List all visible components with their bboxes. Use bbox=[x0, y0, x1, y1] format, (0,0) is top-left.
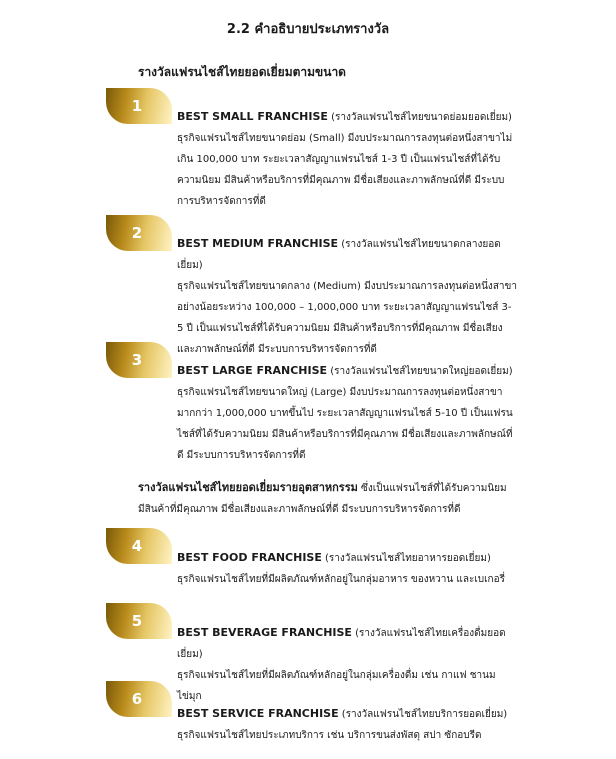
award-subtitle: (รางวัลแฟรนไชส์ไทยขนาดย่อมยอดเยี่ยม) bbox=[327, 112, 512, 123]
award-description: ธุรกิจแฟรนไชส์ไทยที่มีผลิตภัณฑ์หลักอยู่ในกลุ่มเครื่องดื่ม เช่น กาแฟ ชานมไข่มุก bbox=[177, 670, 496, 702]
award-item-large bbox=[177, 360, 517, 466]
award-description: ธุรกิจแฟรนไชส์ไทยที่มีผลิตภัณฑ์หลักอยู่ในกลุ่มอาหาร ของหวาน และเบเกอรี่ bbox=[177, 574, 505, 585]
award-subtitle: (รางวัลแฟรนไชส์ไทยขนาดใหญ่ยอดเยี่ยม) bbox=[327, 366, 513, 377]
industry-category-description: ซึ่งเป็นแฟรนไชส์ที่ได้รับความนิยม มีสินค้าที่มีคุณภาพ มีชื่อเสียงและภาพลักษณ์ที่ดี มีระบบการบริหารจัดการที่ดี bbox=[138, 483, 507, 515]
award-item-food bbox=[177, 547, 517, 590]
award-title: BEST MEDIUM FRANCHISE bbox=[177, 237, 339, 250]
award-number-badge bbox=[106, 528, 172, 564]
award-number-badge bbox=[106, 215, 172, 251]
award-item-small bbox=[177, 106, 517, 212]
award-description: ธุรกิจแฟรนไชส์ไทยประเภทบริการ เช่น บริการขนส่งพัสดุ สปา ซักอบรีด bbox=[177, 730, 482, 741]
size-category-heading: รางวัลแฟรนไชส์ไทยยอดเยี่ยมตามขนาด bbox=[138, 65, 346, 79]
award-subtitle: (รางวัลแฟรนไชส์ไทยขนาดกลางยอดเยี่ยม) bbox=[177, 239, 501, 271]
award-description: ธุรกิจแฟรนไชส์ไทยขนาดกลาง (Medium) มีงบประมาณการลงทุนต่อหนึ่งสาขาอย่างน้อยระหว่าง 100,000 – 1,000,000 บาท ระยะเวลาสัญญาแฟรนไชส์ 3-5 ปี เป็นแฟรนไชส์ที่ได้รับความนิยม มีสินค้าหรือบริการที่มีคุณภาพ มีชื่อเสียงและภาพลักษณ์ที่ดี มีระบบการบริหารจัดการที่ดี bbox=[177, 281, 517, 355]
award-title: BEST SMALL FRANCHISE bbox=[177, 110, 328, 123]
award-subtitle: (รางวัลแฟรนไชส์ไทยอาหารยอดเยี่ยม) bbox=[321, 553, 491, 564]
award-number-badge bbox=[106, 88, 172, 124]
section-heading: 2.2 คำอธิบายประเภทรางวัล bbox=[226, 22, 390, 37]
award-item-service bbox=[177, 703, 517, 746]
award-subtitle: (รางวัลแฟรนไชส์ไทยเครื่องดื่มยอดเยี่ยม) bbox=[177, 628, 506, 660]
award-number: 3 bbox=[131, 351, 143, 369]
industry-category-heading: รางวัลแฟรนไชส์ไทยยอดเยี่ยมรายอุตสาหกรรม bbox=[138, 481, 358, 494]
award-description: ธุรกิจแฟรนไชส์ไทยขนาดใหญ่ (Large) มีงบประมาณการลงทุนต่อหนึ่งสาขามากกว่า 1,000,000 บาทขึ้นไป ระยะเวลาสัญญาแฟรนไชส์ 5-10 ปี เป็นแฟรนไชส์ที่ได้รับความนิยม มีสินค้าหรือบริการที่มีคุณภาพ มีชื่อเสียงและภาพลักษณ์ที่ดี มีระบบการบริหารจัดการที่ดี bbox=[177, 387, 513, 461]
award-title: BEST SERVICE FRANCHISE bbox=[177, 707, 339, 720]
award-title: BEST FOOD FRANCHISE bbox=[177, 551, 322, 564]
award-number-badge bbox=[106, 342, 172, 378]
award-item-beverage bbox=[177, 622, 517, 707]
award-number: 4 bbox=[131, 537, 143, 555]
award-description: ธุรกิจแฟรนไชส์ไทยขนาดย่อม (Small) มีงบประมาณการลงทุนต่อหนึ่งสาขาไม่เกิน 100,000 บาท ระยะเวลาสัญญาแฟรนไชส์ 1-3 ปี เป็นแฟรนไชส์ที่ได้รับความนิยม มีสินค้าหรือบริการที่มีคุณภาพ มีชื่อเสียงและภาพลักษณ์ที่ดี มีระบบการบริหารจัดการที่ดี bbox=[177, 133, 513, 207]
industry-category-paragraph bbox=[138, 477, 516, 520]
award-number-badge bbox=[106, 681, 172, 717]
award-number-badge bbox=[106, 603, 172, 639]
award-title: BEST BEVERAGE FRANCHISE bbox=[177, 626, 352, 639]
award-title: BEST LARGE FRANCHISE bbox=[177, 364, 328, 377]
award-number: 6 bbox=[131, 690, 143, 708]
award-number: 2 bbox=[131, 224, 143, 242]
award-number: 5 bbox=[131, 612, 143, 630]
award-subtitle: (รางวัลแฟรนไชส์ไทยบริการยอดเยี่ยม) bbox=[338, 709, 508, 720]
award-number: 1 bbox=[131, 97, 143, 115]
award-item-medium bbox=[177, 233, 517, 360]
